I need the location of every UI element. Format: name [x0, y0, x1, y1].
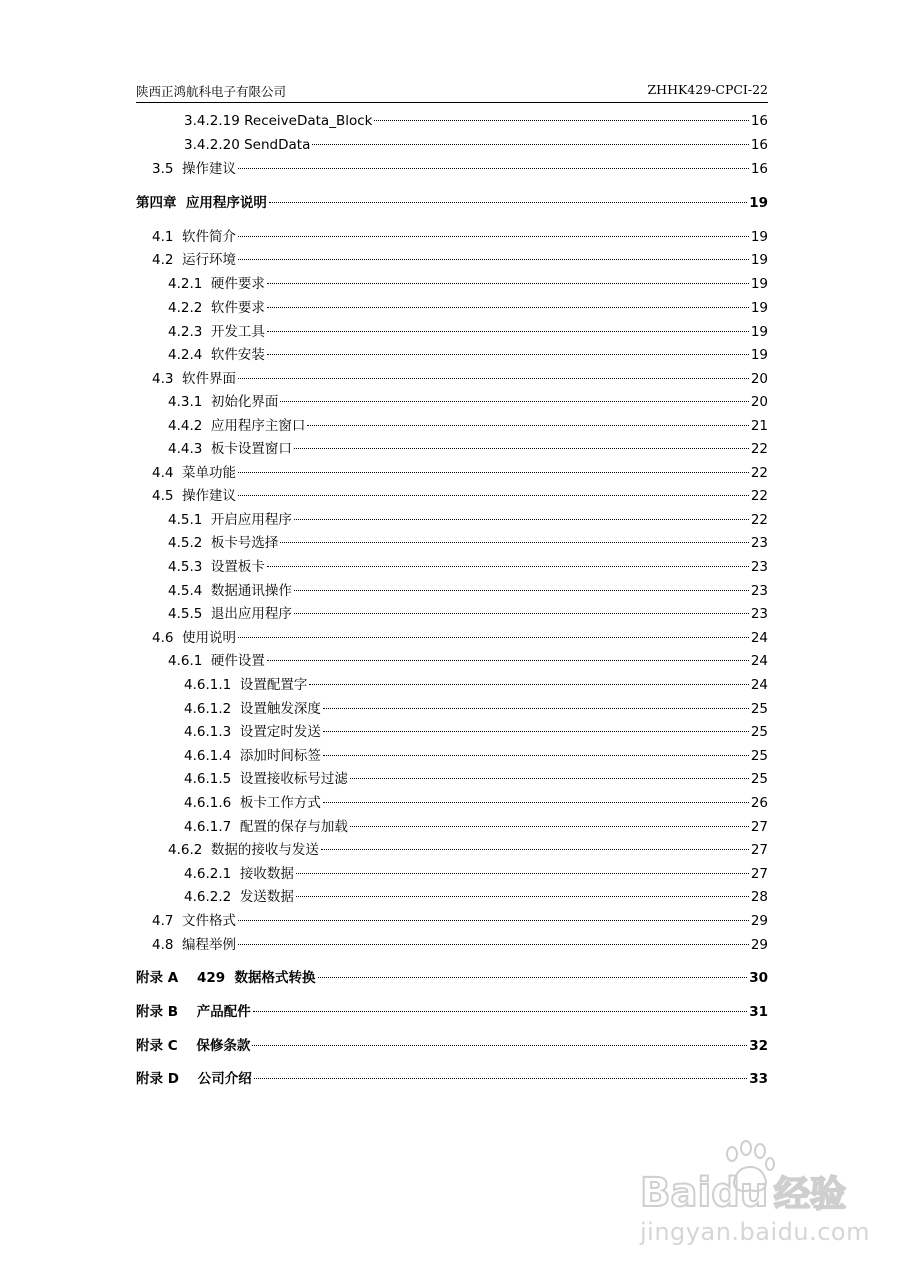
toc-entry-page: 26: [750, 795, 768, 811]
watermark-brand-cn: 经验: [774, 1174, 847, 1215]
toc-entry-page: 24: [750, 630, 768, 646]
toc-dot-leader: [374, 120, 748, 121]
toc-dot-leader: [238, 472, 749, 473]
toc-entry[interactable]: [136, 556, 768, 578]
toc-entry[interactable]: [136, 863, 768, 885]
toc-entry-page: 22: [750, 512, 768, 528]
toc-entry-page: 30: [749, 970, 768, 986]
toc-dot-leader: [254, 1078, 747, 1079]
toc-entry-label: 3.5 操作建议: [152, 161, 237, 177]
toc-dot-leader: [321, 849, 749, 850]
toc-dot-leader: [323, 731, 749, 732]
toc-entry[interactable]: [136, 134, 768, 156]
toc-entry-label: 4.1 软件简介: [152, 229, 237, 245]
toc-entry-page: 23: [750, 583, 768, 599]
toc-entry-label: 4.4.3 板卡设置窗口: [168, 441, 292, 457]
toc-entry-label: 4.7 文件格式: [152, 913, 237, 929]
toc-entry[interactable]: [136, 580, 768, 602]
toc-entry[interactable]: [136, 462, 768, 484]
header-company: 陕西正鸿航科电子有限公司: [136, 84, 287, 99]
toc-entry[interactable]: [136, 532, 768, 554]
toc-entry-page: 25: [750, 748, 768, 764]
toc-dot-leader: [267, 307, 749, 308]
toc-entry-label: 4.5.4 数据通讯操作: [168, 583, 292, 599]
toc-dot-leader: [252, 1045, 747, 1046]
toc-entry[interactable]: [136, 839, 768, 861]
toc-entry-page: 23: [750, 535, 768, 551]
toc-entry[interactable]: [136, 415, 768, 437]
toc-entry-label: 4.6.1.4 添加时间标签: [184, 748, 321, 764]
baidu-paw-logo-icon: [636, 1140, 868, 1220]
toc-entry[interactable]: [136, 273, 768, 295]
toc-entry[interactable]: [136, 321, 768, 343]
toc-entry-label: 4.4.2 应用程序主窗口: [168, 418, 306, 434]
toc-entry[interactable]: [136, 158, 768, 180]
toc-entry-label: 4.4 菜单功能: [152, 465, 237, 481]
toc-entry-page: 19: [750, 276, 768, 292]
toc-entry[interactable]: [136, 1035, 768, 1057]
toc-entry-label: 4.2.4 软件安装: [168, 347, 265, 363]
toc-entry-page: 28: [750, 889, 768, 905]
toc-entry-label: 4.6.2 数据的接收与发送: [168, 842, 319, 858]
toc-dot-leader: [350, 778, 749, 779]
toc-entry-page: 19: [749, 195, 768, 211]
toc-entry-page: 19: [750, 229, 768, 245]
toc-entry-label: 4.6.1.2 设置触发深度: [184, 701, 321, 717]
toc-entry[interactable]: [136, 886, 768, 908]
watermark-brand: Baidu: [640, 1170, 769, 1216]
toc-entry-page: 19: [750, 252, 768, 268]
toc-dot-leader: [294, 613, 749, 614]
toc-entry-page: 24: [750, 677, 768, 693]
toc-entry-label: 4.6.1.5 设置接收标号过滤: [184, 771, 348, 787]
toc-entry[interactable]: [136, 344, 768, 366]
toc-entry-label: 4.2.3 开发工具: [168, 324, 265, 340]
toc-dot-leader: [323, 708, 749, 709]
toc-entry-label: 4.5.2 板卡号选择: [168, 535, 279, 551]
toc-dot-leader: [238, 637, 749, 638]
toc-entry[interactable]: [136, 674, 768, 696]
toc-entry-label: 4.6.1.3 设置定时发送: [184, 724, 321, 740]
toc-entry-page: 23: [750, 559, 768, 575]
toc-entry-page: 22: [750, 441, 768, 457]
toc-dot-leader: [294, 448, 749, 449]
toc-entry-label: 4.3 软件界面: [152, 371, 237, 387]
toc-dot-leader: [294, 590, 749, 591]
toc-dot-leader: [296, 896, 749, 897]
toc-entry-page: 29: [750, 937, 768, 953]
toc-entry-label: 3.4.2.19 ReceiveData_Block: [184, 113, 373, 129]
toc-entry-label: 4.3.1 初始化界面: [168, 394, 279, 410]
toc-dot-leader: [309, 684, 748, 685]
toc-entry-page: 22: [750, 488, 768, 504]
toc-dot-leader: [296, 873, 749, 874]
toc-entry[interactable]: [136, 967, 768, 989]
toc-entry[interactable]: [136, 509, 768, 531]
toc-entry[interactable]: [136, 1068, 768, 1090]
toc-entry-label: 4.6.1.1 设置配置字: [184, 677, 308, 693]
toc-entry-page: 19: [750, 347, 768, 363]
toc-dot-leader: [267, 566, 749, 567]
toc-entry-label: 4.5.5 退出应用程序: [168, 606, 292, 622]
toc-entry[interactable]: [136, 792, 768, 814]
toc-entry-page: 27: [750, 819, 768, 835]
toc-dot-leader: [238, 378, 749, 379]
toc-dot-leader: [323, 755, 749, 756]
toc-entry[interactable]: [136, 485, 768, 507]
toc-entry[interactable]: [136, 391, 768, 413]
toc-entry-label: 4.6.2.1 接收数据: [184, 866, 294, 882]
toc-entry-label: 3.4.2.20 SendData: [184, 137, 311, 153]
toc-entry[interactable]: [136, 297, 768, 319]
watermark-url: jingyan.baidu.com: [640, 1218, 870, 1246]
toc-dot-leader: [294, 519, 749, 520]
toc-entry-label: 4.5.1 开启应用程序: [168, 512, 292, 528]
toc-entry-page: 19: [750, 324, 768, 340]
toc-dot-leader: [238, 259, 749, 260]
toc-entry-page: 24: [750, 653, 768, 669]
toc-entry[interactable]: [136, 192, 768, 214]
toc-entry-page: 22: [750, 465, 768, 481]
toc-entry[interactable]: [136, 910, 768, 932]
toc-dot-leader: [312, 144, 748, 145]
toc-dot-leader: [323, 802, 749, 803]
toc-entry[interactable]: [136, 603, 768, 625]
toc-entry[interactable]: [136, 110, 768, 132]
toc-entry-page: 29: [750, 913, 768, 929]
toc-entry-page: 25: [750, 724, 768, 740]
toc-entry-label: 4.8 编程举例: [152, 937, 237, 953]
toc-entry-label: 4.2.2 软件要求: [168, 300, 265, 316]
toc-dot-leader: [269, 202, 747, 203]
toc-entry-page: 27: [750, 866, 768, 882]
toc-entry-page: 19: [750, 300, 768, 316]
toc-dot-leader: [253, 1011, 747, 1012]
toc-entry[interactable]: [136, 249, 768, 271]
toc-dot-leader: [238, 920, 749, 921]
toc-dot-leader: [267, 354, 749, 355]
toc-entry-label: 4.6.2.2 发送数据: [184, 889, 294, 905]
header-doc-number: ZHHK429-CPCI-22: [647, 82, 768, 97]
toc-dot-leader: [318, 977, 748, 978]
toc-entry-label: 4.6 使用说明: [152, 630, 237, 646]
toc-entry-label: 4.5.3 设置板卡: [168, 559, 265, 575]
page-header: [136, 80, 768, 103]
toc-entry-label: 4.6.1.7 配置的保存与加载: [184, 819, 348, 835]
toc-entry-label: 附录 C 保修条款: [136, 1038, 251, 1054]
toc-dot-leader: [238, 168, 749, 169]
toc-entry-page: 27: [750, 842, 768, 858]
toc-dot-leader: [238, 236, 749, 237]
toc-entry-page: 23: [750, 606, 768, 622]
toc-entry-page: 31: [749, 1004, 768, 1020]
baidu-jingyan-watermark: [636, 1140, 868, 1252]
toc-entry-label: 4.2.1 硬件要求: [168, 276, 265, 292]
toc-entry-label: 第四章 应用程序说明: [136, 195, 267, 211]
toc-dot-leader: [267, 331, 749, 332]
toc-entry[interactable]: [136, 226, 768, 248]
toc-dot-leader: [238, 944, 749, 945]
toc-dot-leader: [280, 542, 748, 543]
toc-entry-label: 4.6.1 硬件设置: [168, 653, 265, 669]
toc-entry-page: 16: [750, 137, 768, 153]
toc-entry[interactable]: [136, 934, 768, 956]
toc-entry[interactable]: [136, 438, 768, 460]
toc-entry-page: 16: [750, 113, 768, 129]
toc-entry[interactable]: [136, 1001, 768, 1023]
toc-entry-label: 4.2 运行环境: [152, 252, 237, 268]
toc-entry-label: 附录 A 429 数据格式转换: [136, 970, 316, 986]
toc-dot-leader: [307, 425, 748, 426]
toc-entry-page: 20: [750, 394, 768, 410]
toc-entry[interactable]: [136, 768, 768, 790]
toc-entry-label: 4.5 操作建议: [152, 488, 237, 504]
toc-entry-page: 25: [750, 771, 768, 787]
toc-dot-leader: [267, 283, 749, 284]
toc-entry-page: 33: [749, 1071, 768, 1087]
toc-entry[interactable]: [136, 650, 768, 672]
toc-dot-leader: [238, 495, 749, 496]
toc-entry-page: 20: [750, 371, 768, 387]
toc-entry[interactable]: [136, 721, 768, 743]
toc-entry[interactable]: [136, 368, 768, 390]
toc-entry[interactable]: [136, 745, 768, 767]
toc-entry-label: 4.6.1.6 板卡工作方式: [184, 795, 321, 811]
toc-entry-page: 25: [750, 701, 768, 717]
toc-entry-page: 32: [749, 1038, 768, 1054]
toc-entry[interactable]: [136, 698, 768, 720]
toc-entry-label: 附录 D 公司介绍: [136, 1071, 252, 1087]
toc-dot-leader: [267, 660, 749, 661]
toc-entry[interactable]: [136, 627, 768, 649]
toc-dot-leader: [350, 826, 749, 827]
toc-entry-label: 附录 B 产品配件: [136, 1004, 251, 1020]
toc-dot-leader: [280, 401, 748, 402]
toc-entry[interactable]: [136, 816, 768, 838]
toc-entry-page: 21: [750, 418, 768, 434]
toc-entry-page: 16: [750, 161, 768, 177]
